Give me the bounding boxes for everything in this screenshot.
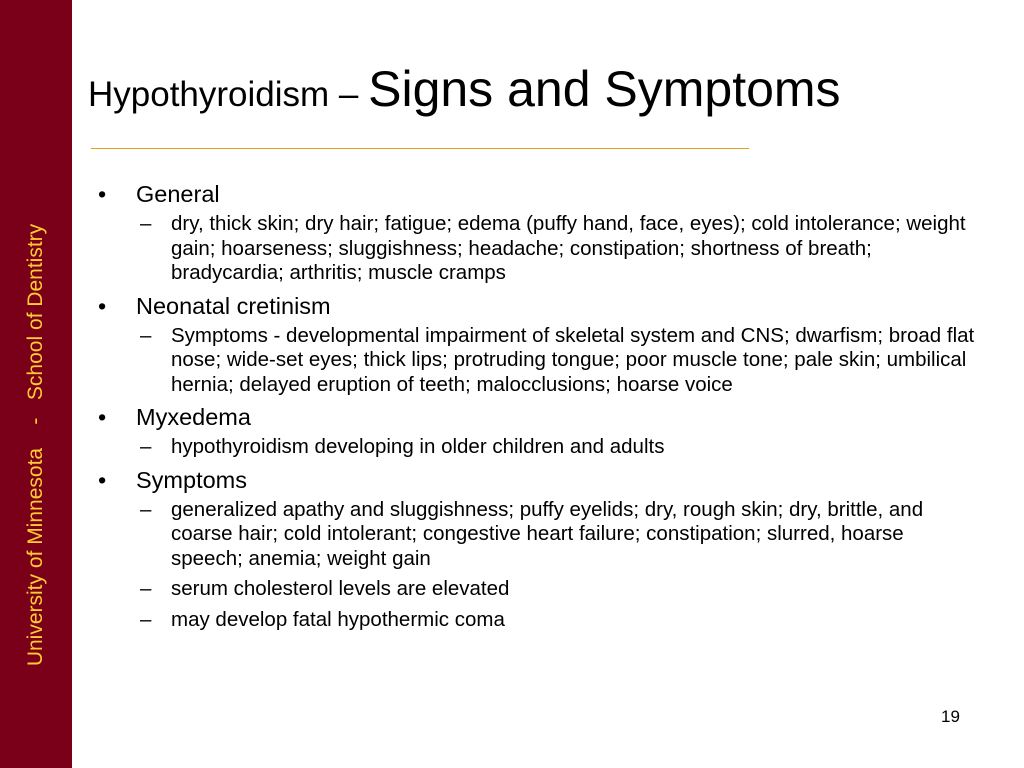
bullet-heading: Myxedema <box>136 404 251 430</box>
bullet-heading: Symptoms <box>136 466 247 493</box>
bullet-marker: • <box>98 466 107 493</box>
sub-item <box>96 577 976 602</box>
bullet-myxedema <box>96 403 976 431</box>
title-underline <box>91 148 749 149</box>
sub-item-text: serum cholesterol levels are elevated <box>171 577 510 600</box>
bullet-neonatal-cretinism <box>96 292 976 320</box>
sidebar-banner <box>0 0 72 768</box>
sub-item-text: generalized apathy and sluggishness; puffy eyelids; dry, rough skin; dry, brittle, and coarse hair; cold intolerant; congestive heart failure; constipation; slurred, hoarse speech; anemia; weight gain <box>171 497 924 570</box>
page-number: 19 <box>941 707 960 726</box>
sub-marker: – <box>140 607 152 631</box>
slide-title-main: Signs and Symptoms <box>368 61 841 117</box>
bullet-symptoms <box>96 466 976 494</box>
sub-item <box>96 324 976 398</box>
sub-item <box>96 212 976 286</box>
sub-item-text: dry, thick skin; dry hair; fatigue; edema (puffy hand, face, eyes); cold intolerance; weight gain; hoarseness; sluggishness; headache; constipation; shortness of breath; bradycardia; arthritis; muscle cramps <box>171 212 966 284</box>
bullet-marker: • <box>98 404 107 430</box>
bullet-marker: • <box>98 292 107 319</box>
sub-marker: – <box>140 435 152 458</box>
sub-item-text: hypothyroidism developing in older children and adults <box>171 435 665 458</box>
slide-title-prefix: Hypothyroidism – <box>88 75 369 114</box>
bullet-list <box>96 180 976 638</box>
sub-marker: – <box>140 323 152 347</box>
sub-item-text: Symptoms - developmental impairment of skeletal system and CNS; dwarfism; broad flat nose; wide-set eyes; thick lips; protruding tongue; poor muscle tone; pale skin; umbilical hernia; delayed eruption of teeth; malocclusions; hoarse voice <box>171 323 975 396</box>
slide-title <box>88 60 841 118</box>
sub-item-text: may develop fatal hypothermic coma <box>171 607 505 631</box>
bullet-heading: Neonatal cretinism <box>136 292 331 319</box>
sub-item <box>96 608 976 633</box>
sidebar-institution-text: University of Minnesota - School of Dentistry <box>24 223 47 667</box>
sub-marker: – <box>140 577 152 600</box>
bullet-heading: General <box>136 181 220 207</box>
bullet-marker: • <box>98 181 107 207</box>
bullet-general <box>96 180 976 208</box>
sub-marker: – <box>140 212 152 235</box>
sub-item <box>96 498 976 572</box>
sub-item <box>96 435 976 460</box>
sub-marker: – <box>140 497 152 521</box>
